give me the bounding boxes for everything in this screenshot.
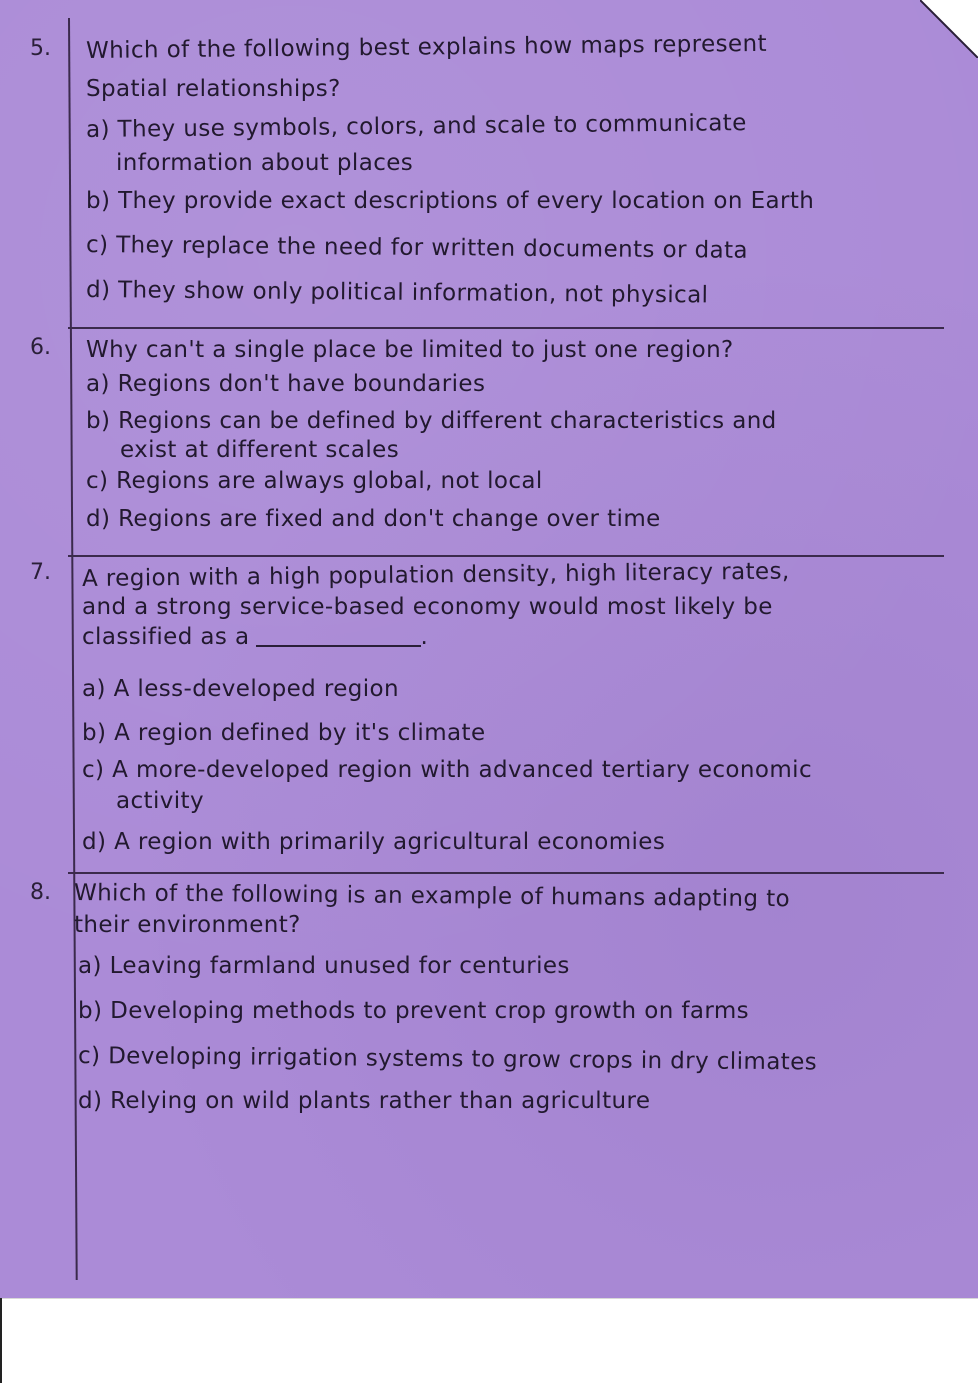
answer-option-a: a) A less-developed region	[82, 676, 400, 702]
answer-option-c: c) They replace the need for written documents or data	[85, 232, 749, 264]
question-number: 7.	[30, 560, 51, 585]
prompt-period: .	[420, 624, 429, 650]
scan-edge-line	[0, 1298, 2, 1383]
answer-option-d: d) A region with primarily agricultural economies	[82, 829, 666, 855]
separator-rule	[68, 872, 944, 874]
question-prompt-line	[82, 624, 428, 650]
answer-option-c: c) Regions are always global, not local	[86, 468, 543, 494]
answer-option-b: b) Regions can be defined by different characteristics and	[86, 408, 777, 434]
question-prompt-line: and a strong service-based economy would most likely be	[82, 594, 773, 620]
question-prompt-line: Spatial relationships?	[86, 76, 341, 102]
separator-rule	[68, 555, 944, 557]
answer-option-a: a) They use symbols, colors, and scale to communicate	[85, 110, 747, 143]
answer-option-c: c) A more-developed region with advanced tertiary economic	[82, 757, 812, 783]
question-prompt-line: Why can't a single place be limited to just one region?	[86, 337, 734, 363]
answer-option-c: c) Developing irrigation systems to grow crops in dry climates	[77, 1043, 818, 1076]
answer-option-b: b) A region defined by it's climate	[82, 720, 486, 746]
fill-in-blank	[256, 645, 421, 647]
question-prompt-line: Which of the following is an example of humans adapting to	[73, 880, 791, 913]
question-number: 8.	[30, 880, 51, 905]
separator-rule	[68, 327, 944, 329]
scan-border	[0, 1298, 978, 1384]
answer-option-b-continued: exist at different scales	[120, 437, 400, 463]
question-number: 5.	[30, 36, 51, 61]
answer-option-b: b) They provide exact descriptions of every location on Earth	[86, 188, 815, 214]
answer-option-d: d) Relying on wild plants rather than agriculture	[78, 1088, 651, 1114]
question-prompt-line: their environment?	[74, 912, 301, 938]
answer-option-a: a) Leaving farmland unused for centuries	[78, 953, 570, 979]
folded-corner	[920, 0, 978, 58]
question-prompt-line: Which of the following best explains how maps represent	[85, 30, 768, 64]
answer-option-d: d) They show only political information, not physical	[85, 277, 709, 309]
answer-option-d: d) Regions are fixed and don't change over time	[86, 506, 661, 532]
answer-option-b: b) Developing methods to prevent crop growth on farms	[78, 998, 750, 1024]
prompt-text: classified as a	[82, 624, 250, 650]
answer-option-a-continued: information about places	[116, 150, 414, 176]
question-prompt-line: A region with a high population density, high literacy rates,	[81, 558, 790, 592]
question-number: 6.	[30, 335, 51, 360]
answer-option-a: a) Regions don't have boundaries	[86, 371, 486, 397]
answer-option-c-continued: activity	[116, 788, 204, 814]
